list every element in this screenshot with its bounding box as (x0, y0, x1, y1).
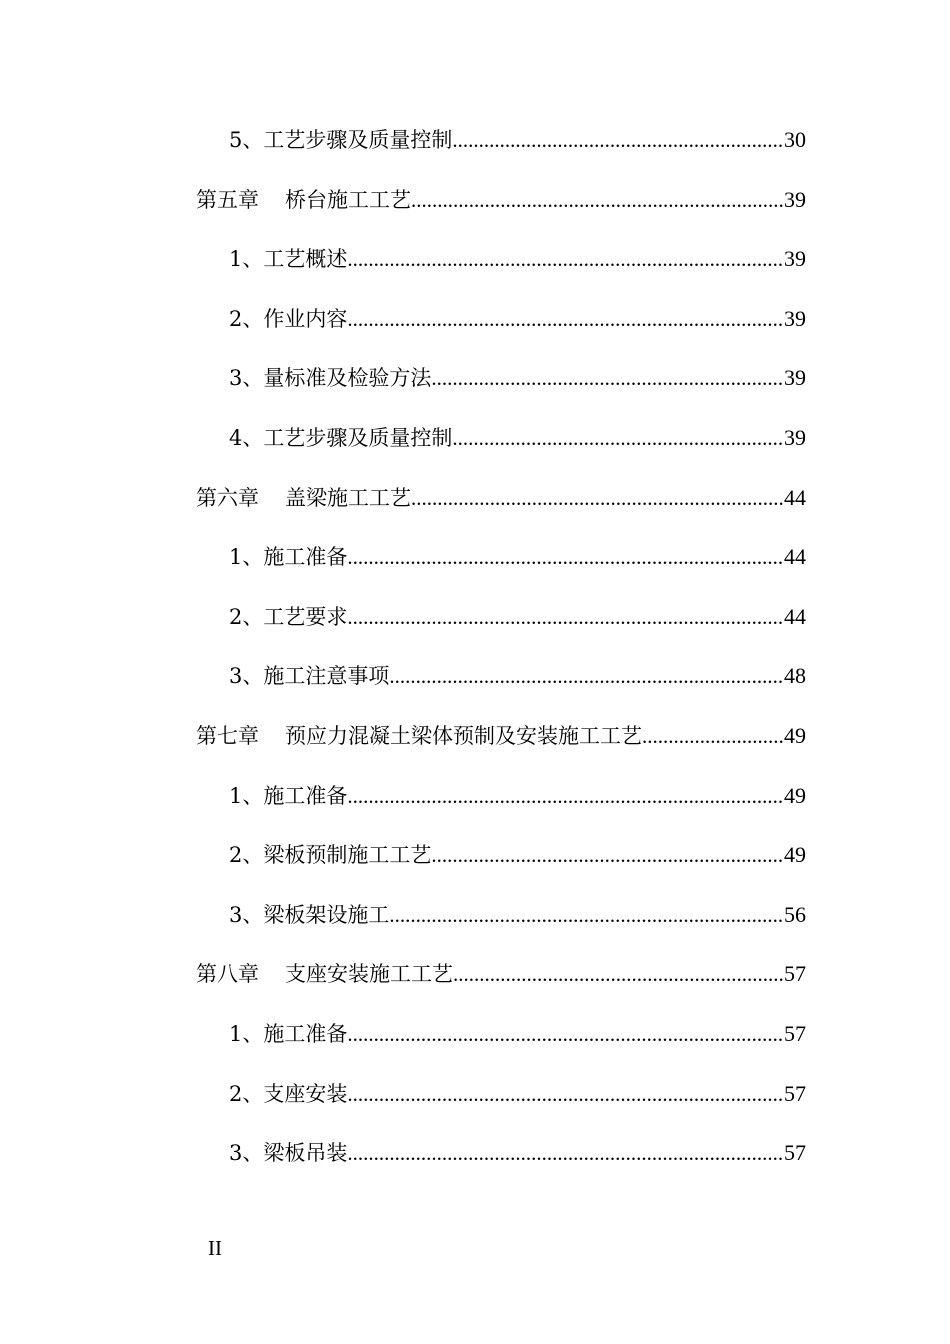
toc-dot-leader (452, 409, 784, 469)
toc-dot-leader (411, 171, 784, 231)
toc-entry[interactable] (196, 527, 806, 587)
toc-page-number: 39 (784, 246, 806, 272)
toc-chapter-entry[interactable] (196, 706, 806, 766)
table-of-contents (196, 110, 806, 1183)
toc-entry-label: 桥台施工工艺 (285, 187, 411, 212)
toc-chapter-heading (196, 945, 453, 1005)
toc-page-number: 57 (784, 961, 806, 987)
toc-page-number: 30 (784, 127, 806, 152)
toc-dot-leader (411, 469, 784, 529)
toc-page-number: 56 (784, 901, 806, 927)
toc-entry[interactable] (196, 1004, 806, 1064)
toc-entry[interactable] (196, 1123, 806, 1183)
toc-entry-label: 2、支座安装 (229, 1081, 348, 1106)
toc-page-number: 57 (784, 1080, 806, 1106)
toc-entry-label: 盖梁施工工艺 (285, 485, 411, 510)
toc-entry-label: 3、施工注意事项 (229, 664, 390, 689)
toc-entry-label: 3、梁板吊装 (229, 1141, 348, 1166)
toc-dot-leader (431, 826, 784, 886)
toc-page-number: 44 (784, 484, 806, 510)
toc-dot-leader (347, 230, 784, 290)
toc-entry-label: 1、施工准备 (229, 545, 348, 570)
toc-chapter-heading (196, 171, 411, 231)
toc-dot-leader (453, 945, 784, 1005)
toc-entry[interactable] (196, 587, 806, 647)
toc-entry[interactable] (196, 110, 806, 170)
toc-page-number: 39 (784, 365, 806, 391)
toc-dot-leader (347, 1005, 784, 1065)
toc-entry-label: 2、梁板预制施工工艺 (229, 843, 432, 868)
toc-dot-leader (389, 647, 784, 707)
toc-entry-label: 1、工艺概述 (229, 247, 348, 272)
toc-chapter-heading (196, 707, 642, 767)
toc-entry-label: 3、量标准及检验方法 (229, 366, 432, 391)
toc-page-number: 57 (784, 1020, 806, 1046)
toc-chapter-entry[interactable] (196, 944, 806, 1004)
toc-entry-label: 4、工艺步骤及质量控制 (229, 425, 453, 450)
toc-page-number: 39 (784, 305, 806, 331)
toc-page-number: 44 (784, 603, 806, 629)
toc-dot-leader (642, 707, 784, 767)
toc-dot-leader (347, 588, 784, 648)
toc-chapter-entry[interactable] (196, 170, 806, 230)
toc-chapter-number: 第七章 (196, 723, 259, 748)
toc-entry[interactable] (196, 646, 806, 706)
toc-chapter-number: 第六章 (196, 485, 259, 510)
toc-page-number: 44 (784, 544, 806, 570)
toc-entry[interactable] (196, 885, 806, 945)
toc-dot-leader (431, 349, 784, 409)
toc-entry[interactable] (196, 289, 806, 349)
toc-page-number: 49 (784, 722, 806, 748)
toc-entry[interactable] (196, 1064, 806, 1124)
toc-entry-label: 2、工艺要求 (229, 604, 348, 629)
toc-dot-leader (347, 528, 784, 588)
toc-entry[interactable] (196, 229, 806, 289)
toc-entry-label: 5、工艺步骤及质量控制 (229, 128, 453, 152)
toc-dot-leader (347, 1065, 784, 1125)
toc-chapter-number: 第五章 (196, 187, 259, 212)
toc-entry-label: 预应力混凝土梁体预制及安装施工工艺 (285, 723, 642, 748)
toc-chapter-entry[interactable] (196, 468, 806, 528)
toc-entry-label: 2、作业内容 (229, 306, 348, 331)
toc-chapter-number: 第八章 (196, 962, 259, 987)
page-number-footer: II (208, 1236, 222, 1260)
toc-page-number: 49 (784, 782, 806, 808)
toc-dot-leader (347, 1124, 784, 1184)
toc-dot-leader (389, 886, 784, 946)
toc-entry-label: 1、施工准备 (229, 1021, 348, 1046)
toc-entry-label: 3、梁板架设施工 (229, 902, 390, 927)
toc-entry-label: 支座安装施工工艺 (285, 962, 453, 987)
toc-dot-leader (452, 111, 784, 171)
toc-entry[interactable] (196, 766, 806, 826)
toc-page-number: 39 (784, 186, 806, 212)
toc-page-number: 49 (784, 842, 806, 868)
toc-page-number: 57 (784, 1140, 806, 1166)
toc-entry[interactable] (196, 408, 806, 468)
toc-dot-leader (347, 767, 784, 827)
toc-entry[interactable] (196, 825, 806, 885)
toc-entry-label: 1、施工准备 (229, 783, 348, 808)
toc-chapter-heading (196, 469, 411, 529)
toc-entry[interactable] (196, 348, 806, 408)
toc-page-number: 48 (784, 663, 806, 689)
toc-dot-leader (347, 290, 784, 350)
toc-page-number: 39 (784, 424, 806, 450)
